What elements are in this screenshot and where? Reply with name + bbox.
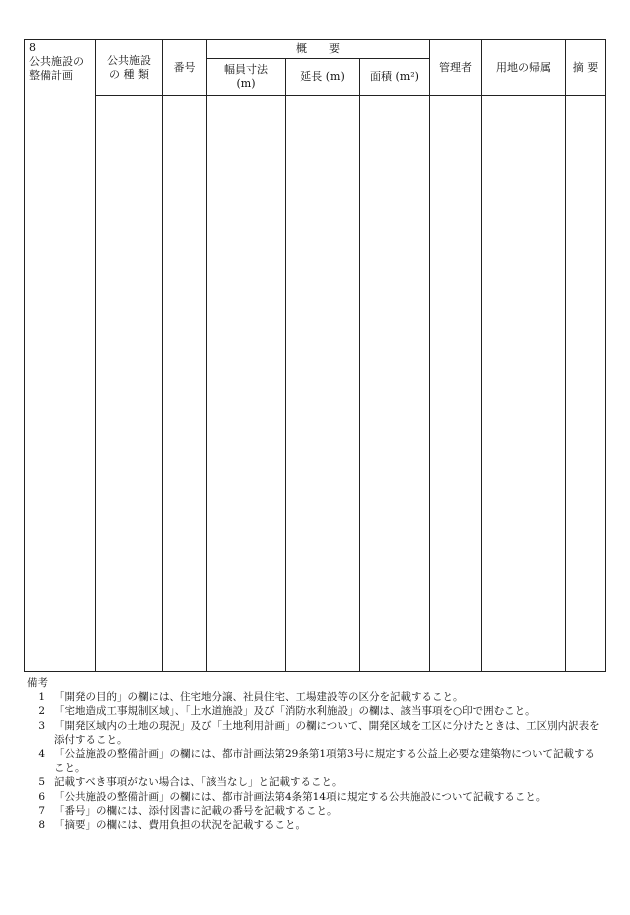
- remark-text: 記載すべき事項がない場合は、「該当なし」と記載すること。: [54, 776, 343, 789]
- cell-width[interactable]: [207, 96, 286, 672]
- col-header-manager: 管理者: [430, 40, 482, 96]
- col-header-area: 面積 (m²): [360, 59, 430, 96]
- remarks-title: 備考: [27, 677, 48, 689]
- remark-text: 「番号」の欄には、添付図書に記載の番号を記載すること。: [54, 804, 338, 817]
- section-label-line1: 公共施設の: [29, 55, 84, 68]
- col-header-length: 延長 (m): [286, 59, 360, 96]
- cell-facility-type[interactable]: [96, 96, 163, 672]
- col-header-number: 番号: [163, 40, 207, 96]
- remark-item: [27, 719, 605, 747]
- col-header-land-ownership: 用地の帰属: [482, 40, 566, 96]
- remark-text: 「開発区域内の土地の現況」及び「土地利用計画」の欄について、開発区域を工区に分けたときは、工区別内訳表を添付すること。: [54, 719, 600, 746]
- remark-number: 7: [38, 804, 45, 817]
- remark-item: [27, 704, 605, 718]
- cell-land-ownership[interactable]: [482, 96, 566, 672]
- section-label-line2: 整備計画: [29, 69, 73, 82]
- remark-number: 6: [38, 790, 45, 803]
- remark-number: 1: [38, 691, 45, 704]
- remark-number: 2: [38, 705, 45, 718]
- remark-text: 「開発の目的」の欄には、住宅地分譲、社員住宅、工場建設等の区分を記載すること。: [54, 691, 464, 704]
- remark-number: 8: [38, 819, 45, 832]
- remark-item: [27, 818, 605, 832]
- remark-item: [27, 790, 605, 804]
- cell-area[interactable]: [360, 96, 430, 672]
- cell-summary[interactable]: [566, 96, 606, 672]
- remark-text: 「公共施設の整備計画」の欄には、都市計画法第4条第14項に規定する公共施設について記載すること。: [54, 790, 547, 803]
- remark-number: 3: [38, 719, 45, 732]
- public-facilities-plan-table: [24, 39, 606, 672]
- remark-item: [27, 804, 605, 818]
- remark-text: 「摘要」の欄には、費用負担の状況を記載すること。: [54, 819, 306, 832]
- remarks-list: [27, 690, 605, 832]
- remark-item: [27, 690, 605, 704]
- remark-item: [27, 775, 605, 789]
- remarks-section: [27, 676, 605, 832]
- remark-number: 4: [38, 748, 45, 761]
- remark-number: 5: [38, 776, 45, 789]
- cell-length[interactable]: [286, 96, 360, 672]
- cell-number[interactable]: [163, 96, 207, 672]
- remark-text: 「公益施設の整備計画」の欄には、都市計画法第29条第1項第3号に規定する公益上必要な建築物について記載すること。: [54, 748, 596, 775]
- col-header-overview: 概 要: [207, 40, 430, 59]
- col-header-facility-type: 公共施設 の 種 類: [96, 40, 163, 96]
- col-header-summary: 摘 要: [566, 40, 606, 96]
- col-header-width: 幅員寸法 (m): [207, 59, 286, 96]
- remark-item: [27, 747, 605, 775]
- cell-manager[interactable]: [430, 96, 482, 672]
- section-label-cell: [25, 40, 96, 672]
- section-number: 8: [29, 41, 36, 54]
- remark-text: 「宅地造成工事規制区域」、「上水道施設」及び「消防水利施設」の欄は、該当事項を○印で囲むこと。: [54, 705, 536, 718]
